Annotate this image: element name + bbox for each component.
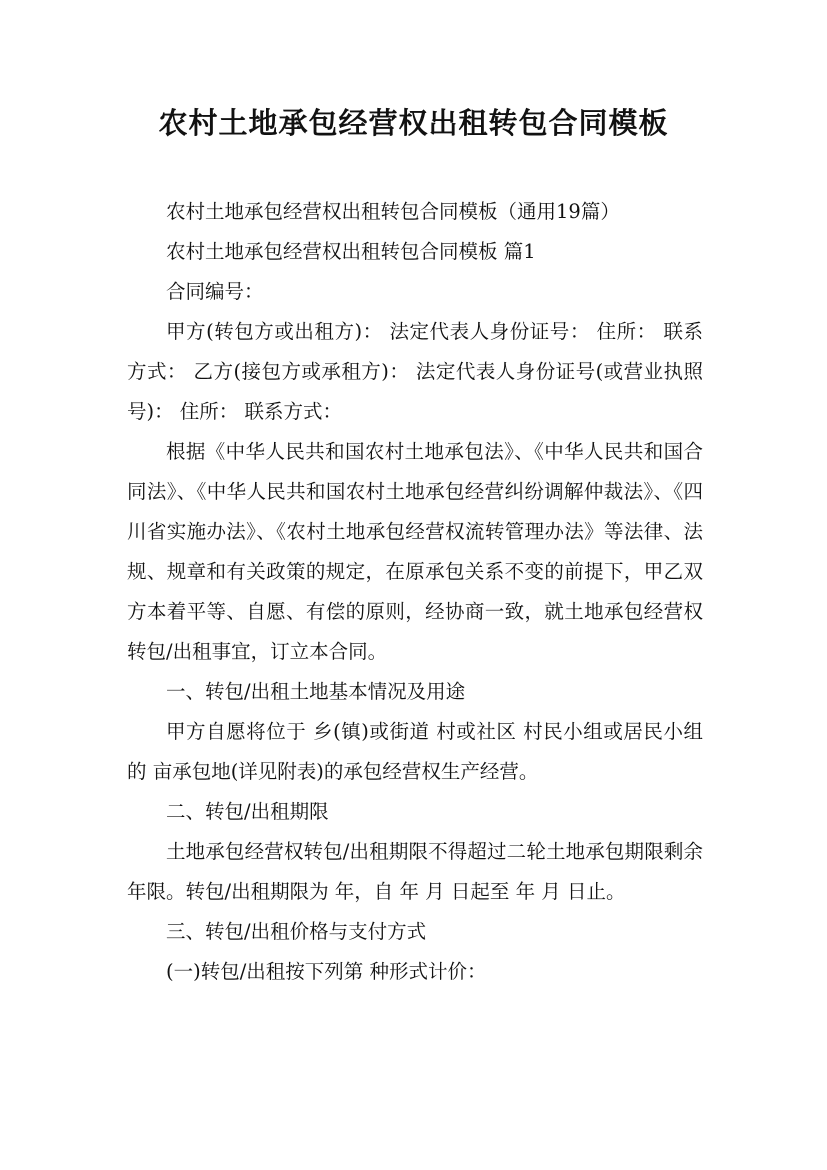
paragraph-contract-number: 合同编号： (166, 280, 264, 303)
paragraph-legal-basis: 根据《中华人民共和国农村土地承包法》、《中华人民共和国合同法》、《中华人民共和国农村土地承包经营纠纷调解仲裁法》、《四川省实施办法》、《农村土地承包经营权流转管理办法》等法律、法规、规章和有关政策的规定，在原承包关系不变的前提下，甲乙双方本着平等、自愿、有偿的原则，经协商一致，就土地承包经营权转包/出租事宜，订立本合同。 (127, 440, 703, 663)
paragraph-subtitle: 农村土地承包经营权出租转包合同模板（通用19篇） (166, 200, 620, 223)
document-body (127, 192, 703, 992)
paragraph-parties: 甲方(转包方或出租方)： 法定代表人身份证号： 住所： 联系方式： 乙方(接包方或承租方)： 法定代表人身份证号(或营业执照号)： 住所： 联系方式： (127, 320, 703, 423)
document-title: 农村土地承包经营权出租转包合同模板 (158, 106, 669, 140)
heading-term: 二、转包/出租期限 (166, 800, 329, 823)
paragraph-term: 土地承包经营权转包/出租期限不得超过二轮土地承包期限剩余年限。转包/出租期限为 年，自 年 月 日起至 年 月 日止。 (127, 840, 703, 903)
paragraph-section-heading: 农村土地承包经营权出租转包合同模板 篇1 (166, 240, 536, 263)
heading-price-payment: 三、转包/出租价格与支付方式 (166, 920, 427, 943)
paragraph-land-location: 甲方自愿将位于 乡(镇)或街道 村或社区 村民小组或居民小组的 亩承包地(详见附表)的承包经营权生产经营。 (127, 720, 703, 783)
paragraph-pricing-form: (一)转包/出租按下列第 种形式计价： (166, 960, 487, 983)
heading-land-situation: 一、转包/出租土地基本情况及用途 (166, 680, 466, 703)
